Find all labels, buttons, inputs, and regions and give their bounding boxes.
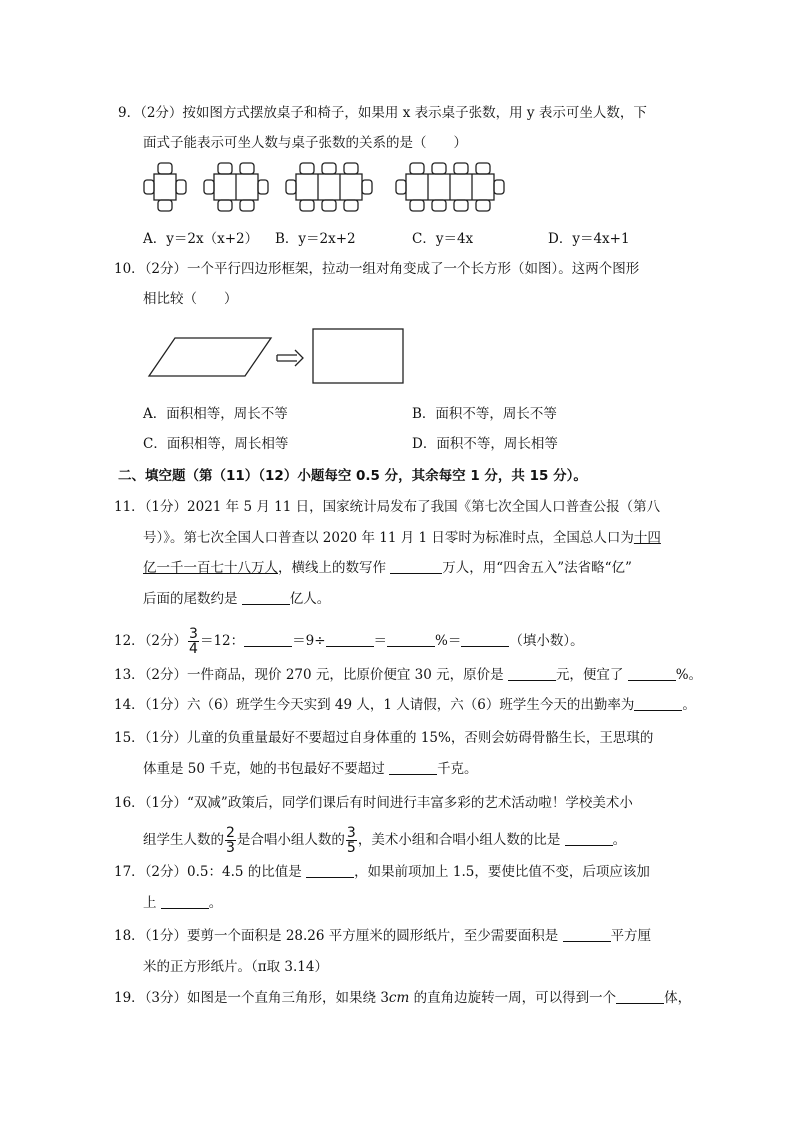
q10-stem-line1: （2分）一个平行四边形框架，拉动一组对角变成了一个长方形（如图）。这两个图形	[144, 261, 640, 277]
q10-option-c[interactable]: C．面积相等，周长相等	[143, 436, 289, 452]
q17-number: 17．	[114, 864, 145, 880]
q19-line1	[114, 988, 691, 1008]
q13-line	[114, 665, 702, 685]
q19-text-c: 体，	[664, 990, 692, 1006]
q11-text-line4b: 亿人。	[289, 591, 331, 607]
q15-line1	[114, 728, 653, 748]
q9-tables-figure	[140, 160, 540, 216]
q19-text-a: （3分）如图是一个直角三角形，如果绕 3	[144, 990, 389, 1006]
q9-option-a[interactable]: A．y＝2x（x+2）	[143, 231, 259, 247]
q16-line2	[143, 826, 626, 855]
q9-option-d[interactable]: D．y＝4x+1	[548, 231, 630, 247]
q19-text-b: 的直角边旋转一周，可以得到一个	[409, 990, 617, 1006]
q16-frac1-numerator: 2	[226, 825, 235, 841]
q10-option-b[interactable]: B．面积不等，周长不等	[412, 406, 557, 422]
q13-number: 13．	[114, 667, 145, 683]
q11-text-line4a: 后面的尾数约是	[143, 591, 242, 607]
q11-blank-1[interactable]	[390, 559, 442, 574]
q12-text-4: %＝	[435, 633, 462, 649]
q11-underlined-number-part2: 亿一千一百七十八万人	[143, 560, 278, 576]
q10-line1	[114, 259, 639, 279]
q18-line2: 米的正方形纸片。（π取 3.14）	[143, 959, 328, 975]
q18-text-line1a: （1分）要剪一个面积是 28.26 平方厘米的圆形纸片，至少需要面积是	[144, 928, 563, 944]
q10-number: 10．	[114, 261, 145, 277]
q17-line1	[114, 862, 650, 882]
q17-text-line1a: （2分）0.5：4.5 的比值是	[144, 864, 307, 880]
q15-text-line1: （1分）儿童的负重量最好不要超过自身体重的 15%，否则会妨碍骨骼生长，王思琪的	[144, 730, 654, 746]
q9-line1	[118, 103, 647, 123]
q18-blank-1[interactable]	[563, 927, 611, 942]
q11-text-line1: （1分）2021 年 5 月 11 日，国家统计局发布了我国《第七次全国人口普查公报（第八	[144, 499, 661, 515]
q12-blank-3[interactable]	[387, 632, 435, 647]
q11-number: 11．	[114, 499, 145, 515]
q13-text-a: （2分）一件商品，现价 270 元，比原价便宜 30 元，原价是	[144, 667, 508, 683]
q11-text-line2: 号）》。第七次全国人口普查以 2020 年 11 月 1 日零时为标准时点，全国总人口为	[143, 530, 634, 546]
q9-number: 9．	[118, 105, 141, 121]
q16-text-d: 。	[612, 832, 627, 848]
q14-text-b: 。	[682, 697, 696, 713]
q14-blank-1[interactable]	[634, 696, 682, 711]
q9-stem-line1: （2分）按如图方式摆放桌子和椅子，如果用 x 表示桌子张数，用 y 表示可坐人数，下	[140, 105, 647, 121]
q17-text-line2a: 上	[143, 895, 161, 911]
q17-text-line2b: 。	[208, 895, 223, 911]
q14-number: 14．	[114, 697, 145, 713]
q12-blank-4[interactable]	[461, 632, 509, 647]
q9-option-b[interactable]: B．y＝2x+2	[275, 231, 356, 247]
q12-blank-2[interactable]	[326, 632, 374, 647]
q16-frac2-denominator: 5	[346, 840, 356, 856]
q16-number: 16．	[114, 795, 145, 811]
q16-blank-1[interactable]	[565, 831, 613, 846]
q18-line1	[114, 926, 651, 946]
q16-text-a: 组学生人数的	[143, 832, 224, 848]
q11-line2	[143, 528, 661, 548]
q12-text-1: ＝12：	[199, 633, 245, 649]
q19-unit: cm	[388, 990, 410, 1006]
q13-text-c: %。	[675, 667, 703, 683]
q10-option-d[interactable]: D．面积不等，周长相等	[412, 436, 558, 452]
q12-blank-1[interactable]	[244, 632, 292, 647]
q17-line2	[143, 893, 222, 913]
q10-stem-line2: 相比较（ ）	[143, 291, 238, 307]
q16-text-c: ，美术小组和合唱小组人数的比是	[357, 832, 565, 848]
q13-blank-1[interactable]	[508, 666, 556, 681]
q11-line4	[143, 589, 330, 609]
q12-text-3: ＝	[373, 633, 388, 649]
q17-blank-2[interactable]	[161, 894, 209, 909]
q10-figure	[145, 326, 407, 386]
q9-option-c[interactable]: C．y＝4x	[412, 231, 474, 247]
q18-text-line1b: 平方厘	[610, 928, 652, 944]
q17-text-line1b: ，如果前项加上 1.5，要使比值不变，后项应该加	[354, 864, 650, 880]
q18-number: 18．	[114, 928, 145, 944]
q17-blank-1[interactable]	[306, 863, 354, 878]
q15-text-line2b: 千克。	[437, 761, 478, 777]
q16-fraction-1	[225, 826, 236, 855]
section2-title: 二、填空题（第（11）（12）小题每空 0.5 分，其余每空 1 分，共 15 分）。	[118, 468, 587, 484]
q16-frac1-denominator: 3	[226, 840, 235, 856]
arrow-right-icon	[277, 350, 303, 366]
q16-frac2-numerator: 3	[346, 825, 356, 841]
q9-stem-line2: 面式子能表示可坐人数与桌子张数的关系的是（ ）	[143, 135, 467, 151]
q11-blank-2[interactable]	[242, 590, 290, 605]
table-group-3	[286, 163, 372, 211]
table-group-2	[204, 163, 268, 211]
q10-option-a[interactable]: A．面积相等，周长不等	[143, 406, 288, 422]
q15-blank-1[interactable]	[389, 760, 437, 775]
table-group-4	[396, 163, 504, 211]
q12-text-5: （填小数）。	[509, 633, 584, 649]
q16-fraction-2	[346, 826, 357, 855]
q11-line3	[143, 558, 632, 578]
q12-prefix: （2分）	[144, 633, 188, 649]
q14-text-a: （1分）六（6）班学生今天实到 49 人，1 人请假，六（6）班学生今天的出勤率为	[144, 697, 635, 713]
q15-line2	[143, 759, 478, 779]
q13-blank-2[interactable]	[628, 666, 676, 681]
q11-text-line3b: 万人，用“四舍五入”法省略“亿”	[442, 560, 632, 576]
q12-frac-denominator: 4	[189, 641, 198, 657]
q12-text-2: ＝9÷	[292, 633, 326, 649]
q16-text-line1: （1分）“双减”政策后，同学们课后有时间进行丰富多彩的艺术活动啦！学校美术小	[144, 795, 633, 811]
q11-line1	[114, 497, 660, 517]
q12-fraction	[188, 627, 199, 656]
q11-text-line3a: ，横线上的数写作	[278, 560, 391, 576]
parallelogram	[149, 338, 271, 376]
q13-text-b: 元，便宜了	[555, 667, 628, 683]
q12-frac-numerator: 3	[189, 626, 198, 642]
table-group-1	[144, 163, 186, 211]
q19-blank-1[interactable]	[616, 989, 664, 1004]
q12-number: 12．	[114, 633, 145, 649]
q16-line1	[114, 793, 633, 813]
q14-line	[114, 695, 696, 715]
q19-number: 19．	[114, 990, 145, 1006]
q11-underlined-number-part1: 十四	[633, 530, 661, 546]
q15-number: 15．	[114, 730, 145, 746]
q12-line	[114, 627, 584, 656]
q15-text-line2a: 体重是 50 千克，她的书包最好不要超过	[143, 761, 390, 777]
q16-text-b: 是合唱小组人数的	[236, 832, 345, 848]
rectangle	[313, 329, 403, 383]
